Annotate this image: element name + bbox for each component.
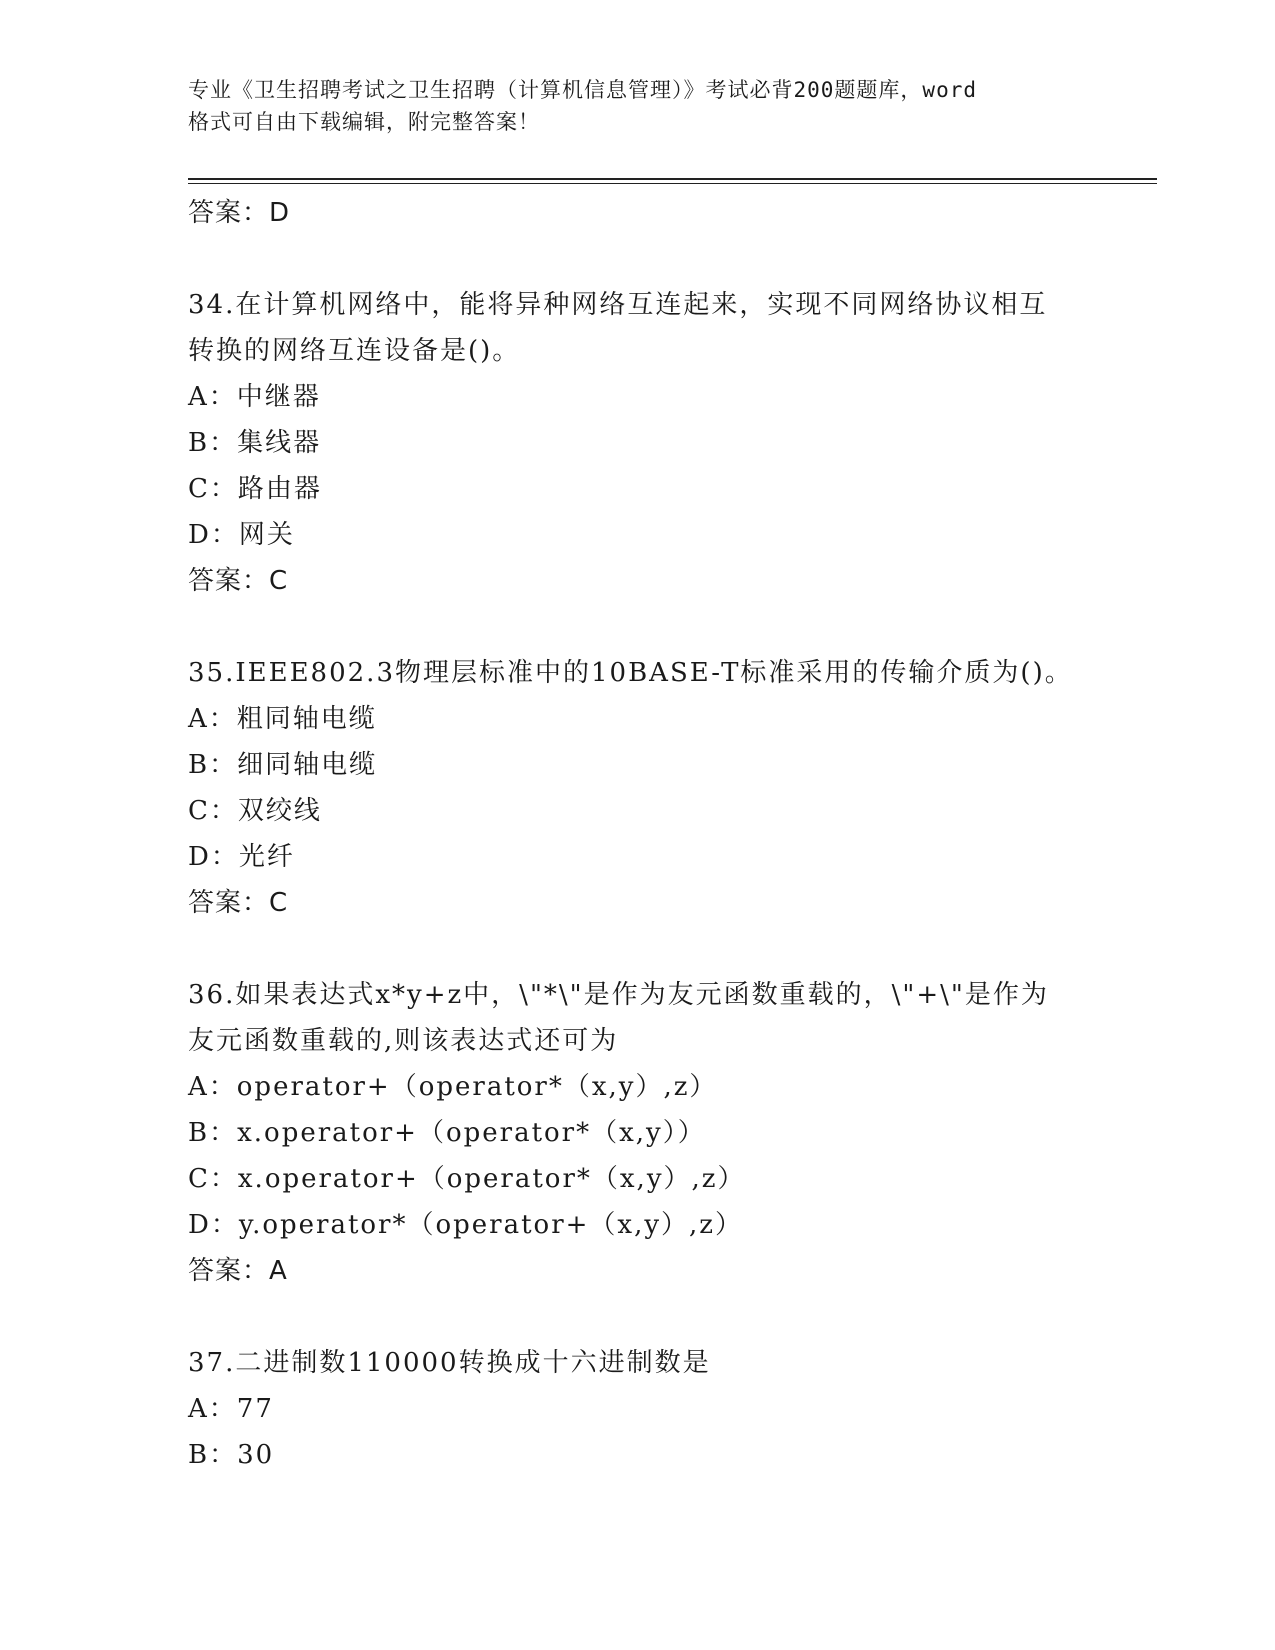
document-header [188, 74, 1088, 138]
question-stem: 37.二进制数110000转换成十六进制数是 [188, 1348, 711, 1378]
question-stem: 34.在计算机网络中，能将异种网络互连起来，实现不同网络协议相互 [188, 290, 1048, 320]
option-c: C：x.operator+（operator*（x,y）,z） [188, 1164, 746, 1194]
option-b: B：细同轴电缆 [188, 750, 378, 780]
option-d: D：y.operator*（operator+（x,y）,z） [188, 1210, 743, 1240]
spacer [188, 1294, 1148, 1340]
answer: 答案：C [188, 888, 289, 918]
option-a: A：operator+（operator*（x,y）,z） [188, 1072, 718, 1102]
header-divider [188, 178, 1157, 180]
question-37 [188, 1340, 1148, 1478]
option-d: D：网关 [188, 520, 295, 550]
answer: 答案：C [188, 566, 289, 596]
header-title-line-1: 专业《卫生招聘考试之卫生招聘（计算机信息管理）》考试必背200题题库，word [188, 78, 977, 102]
question-stem: 转换的网络互连设备是()。 [188, 336, 521, 366]
option-b: B：x.operator+（operator*（x,y）） [188, 1118, 706, 1148]
option-b: B：集线器 [188, 428, 322, 458]
option-a: A：粗同轴电缆 [188, 704, 377, 734]
previous-answer: 答案：D [188, 198, 291, 228]
question-34 [188, 282, 1148, 604]
header-title-line-2: 格式可自由下载编辑，附完整答案！ [188, 110, 540, 134]
answer: 答案：A [188, 1256, 288, 1286]
option-d: D：光纤 [188, 842, 295, 872]
option-b: B：30 [188, 1440, 275, 1470]
question-35 [188, 650, 1148, 926]
question-list [188, 190, 1148, 1478]
question-36 [188, 972, 1148, 1294]
option-c: C：双绞线 [188, 796, 322, 826]
spacer [188, 604, 1148, 650]
option-a: A：中继器 [188, 382, 321, 412]
header-divider-thin [188, 183, 1157, 184]
spacer [188, 926, 1148, 972]
question-stem: 36.如果表达式x*y+z中，\"*\"是作为友元函数重载的，\"+\"是作为 [188, 980, 1049, 1010]
question-stem: 友元函数重载的,则该表达式还可为 [188, 1026, 619, 1056]
spacer [188, 236, 1148, 282]
option-c: C：路由器 [188, 474, 322, 504]
option-a: A：77 [188, 1394, 274, 1424]
question-stem: 35.IEEE802.3物理层标准中的10BASE-T标准采用的传输介质为()。 [188, 658, 1073, 688]
